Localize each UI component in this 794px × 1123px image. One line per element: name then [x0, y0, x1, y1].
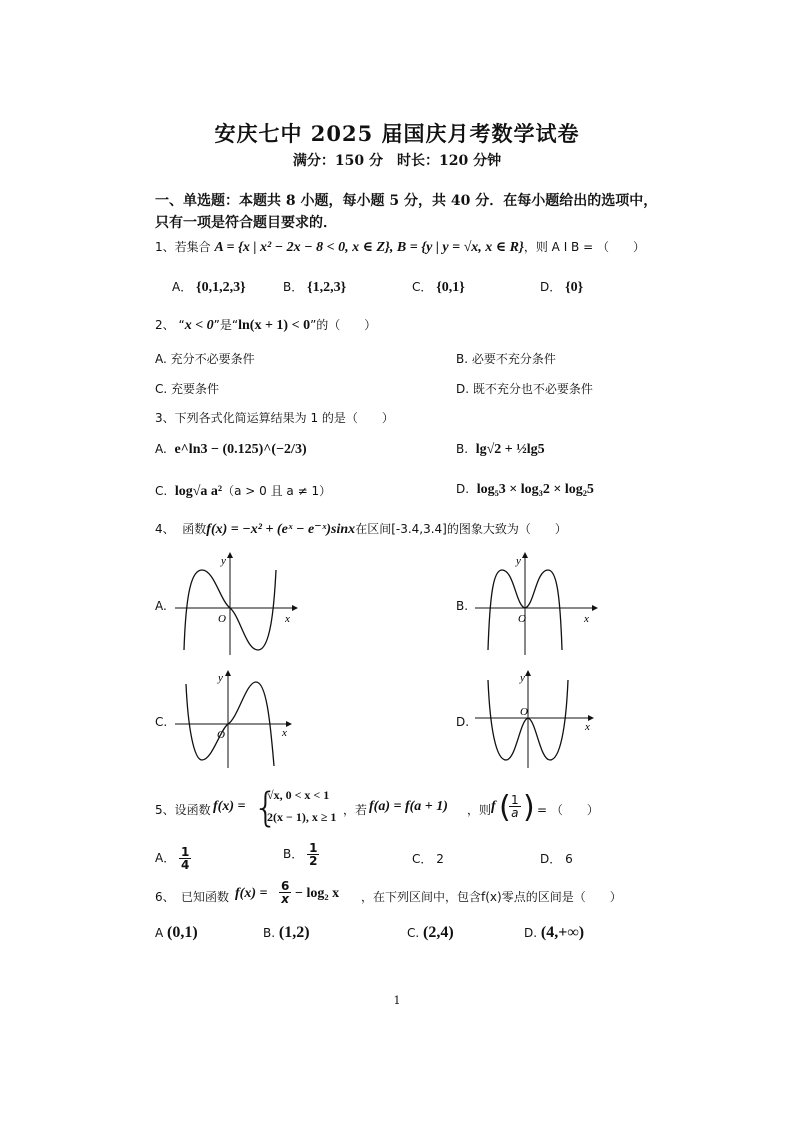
option-value: lg√2 + ½lg5 — [475, 442, 545, 457]
option-b[interactable] — [456, 350, 556, 367]
option-value: {1,2,3} — [307, 280, 347, 295]
x-axis-label: x — [282, 727, 287, 739]
question-tail: = （ ） — [537, 803, 599, 817]
condition: f(a) = f(a + 1) — [369, 799, 448, 814]
graph-d-label[interactable]: D. — [456, 715, 470, 729]
origin-label: O — [518, 613, 526, 625]
option-label: A. — [155, 442, 167, 456]
option-label: D． — [540, 280, 562, 294]
option-note: （a > 0 且 a ≠ 1） — [222, 484, 332, 498]
option-b[interactable] — [456, 442, 545, 458]
option-label: D． — [540, 852, 562, 866]
option-value: (4,+∞) — [540, 924, 585, 941]
option-a[interactable] — [172, 278, 246, 296]
set-expression: A = {x | x² − 2x − 8 < 0, x ∈ Z}, B = {y | y = √x, x ∈ R} — [214, 240, 524, 255]
question-2 — [155, 316, 376, 334]
graph-c — [170, 668, 300, 773]
option-c[interactable] — [407, 924, 454, 942]
section-heading-line2: 只有一项是符合题目要求的． — [155, 215, 337, 231]
option-label: D. — [524, 926, 538, 940]
option-value: e^ln3 − (0.125)^(−2/3) — [174, 442, 307, 457]
option-d[interactable] — [524, 924, 584, 942]
option-label: A — [155, 926, 164, 940]
option-label: C. — [407, 926, 420, 940]
origin-label: O — [217, 729, 225, 741]
option-a[interactable] — [155, 846, 191, 871]
question-text: 已知函数 — [181, 890, 230, 904]
option-c[interactable] — [412, 850, 444, 867]
option-label: C． — [412, 280, 433, 294]
fraction — [279, 880, 291, 905]
option-c[interactable] — [155, 482, 331, 500]
option-value: 2 — [436, 852, 444, 866]
y-axis-label: y — [516, 555, 521, 567]
question-text: 函数 — [182, 522, 207, 536]
option-label: B. — [456, 442, 469, 456]
page-number: 1 — [393, 994, 401, 1007]
option-fraction — [307, 842, 319, 867]
graph-a — [170, 550, 300, 660]
question-tail: ，则 A I B = （ ） — [523, 240, 645, 254]
option-label: C． — [412, 852, 433, 866]
graph-b — [470, 550, 600, 660]
graph-c-label[interactable]: C. — [155, 715, 168, 729]
option-label: B． — [283, 280, 304, 294]
page-title: 安庆七中 2025 届国庆月考数学试卷 — [214, 121, 580, 146]
function-expression: f(x) = −x² + (eˣ − e⁻ˣ)sinx — [206, 522, 356, 537]
option-label: C. — [155, 484, 168, 498]
option-d[interactable] — [540, 278, 583, 296]
option-value: {0} — [565, 280, 584, 295]
question-4 — [155, 520, 567, 538]
option-c[interactable] — [412, 278, 465, 296]
function-name-ask: f — [491, 799, 496, 814]
question-1 — [155, 238, 645, 256]
denominator: a — [511, 806, 519, 820]
option-b[interactable] — [283, 278, 346, 296]
paren-close-icon: ) — [523, 790, 535, 825]
function-log-term: − log₂ x — [295, 886, 340, 901]
denominator: 4 — [181, 858, 190, 872]
section-heading: 一、单选题：本题共 8 小题，每小题 5 分，共 40 分．在每小题给出的选项中， — [155, 193, 658, 209]
piecewise-case-2: 2(x − 1), x ≥ 1 — [267, 810, 337, 824]
question-number: 6、 — [155, 890, 175, 904]
question-mid: ，若 — [343, 803, 368, 817]
x-axis-label: x — [584, 613, 589, 625]
question-mid-2: ，则 — [467, 803, 492, 817]
option-value: 充要条件 — [171, 382, 220, 396]
option-b[interactable] — [283, 842, 319, 867]
y-axis-label: y — [218, 672, 223, 684]
graph-d — [470, 668, 600, 773]
option-label: B. — [263, 926, 276, 940]
option-label: C. — [155, 382, 168, 396]
denominator: 2 — [309, 854, 318, 868]
option-d[interactable] — [456, 482, 594, 498]
option-value: log₅3 × log₃2 × log₂5 — [476, 482, 594, 497]
question-tail: ”的（ ） — [310, 318, 377, 332]
numerator: 1 — [511, 793, 519, 807]
question-mid: ”是“ — [213, 318, 239, 332]
denominator: x — [281, 892, 290, 906]
question-tail: 在区间[-3.4,3.4]的图象大致为（ ） — [355, 522, 567, 536]
option-d[interactable] — [456, 380, 593, 397]
origin-label: O — [520, 706, 528, 718]
numerator: 1 — [181, 845, 190, 859]
question-number: 5、设函数 — [155, 803, 211, 817]
x-axis-label: x — [585, 721, 590, 733]
question-number: 4、 — [155, 522, 175, 536]
numerator: 6 — [281, 879, 290, 893]
option-label: A． — [155, 851, 176, 865]
condition-2: ln(x + 1) < 0 — [238, 318, 311, 333]
option-c[interactable] — [155, 380, 219, 397]
question-3: 3、下列各式化简运算结果为 1 的是（ ） — [155, 411, 394, 425]
graph-a-label[interactable]: A. — [155, 599, 167, 613]
option-label: D. — [456, 482, 470, 496]
option-value: 充分不必要条件 — [170, 352, 255, 366]
option-value: (1,2) — [278, 924, 310, 941]
origin-label: O — [218, 613, 226, 625]
question-tail: ，在下列区间中，包含f(x)零点的区间是（ ） — [361, 890, 622, 904]
numerator: 1 — [309, 841, 318, 855]
option-value: (0,1) — [167, 924, 198, 941]
option-label: D. — [456, 382, 470, 396]
paren-open-icon: ( — [499, 790, 511, 825]
option-value: 必要不充分条件 — [471, 352, 556, 366]
x-axis-label: x — [285, 613, 290, 625]
page-subtitle: 满分：150 分 时长：120 分钟 — [292, 153, 502, 169]
question-text: 若集合 — [174, 240, 211, 254]
function-name: f(x) = — [235, 886, 268, 901]
question-number: 1、 — [155, 240, 175, 254]
quote-open: “ — [178, 318, 185, 332]
brace-icon: { — [253, 785, 279, 831]
option-d[interactable] — [540, 850, 573, 867]
option-label: B. — [456, 352, 469, 366]
option-label: B． — [283, 847, 304, 861]
graph-b-label[interactable]: B. — [456, 599, 469, 613]
fraction — [509, 794, 521, 819]
option-a[interactable] — [155, 924, 198, 942]
option-value: 既不充分也不必要条件 — [472, 382, 593, 396]
option-value: 6 — [565, 852, 573, 866]
option-value: log√a a² — [174, 484, 223, 499]
option-label: A. — [155, 352, 167, 366]
question-number: 2、 — [155, 318, 175, 332]
option-value: {0,1} — [436, 280, 465, 295]
option-a[interactable] — [155, 350, 255, 367]
option-a[interactable] — [155, 442, 307, 458]
function-name: f(x) = — [213, 799, 246, 814]
option-value: (2,4) — [423, 924, 454, 941]
option-label: A． — [172, 280, 193, 294]
option-b[interactable] — [263, 924, 310, 942]
y-axis-label: y — [221, 555, 226, 567]
piecewise-case-1: √x, 0 < x < 1 — [267, 788, 330, 802]
condition-1: x < 0 — [184, 318, 214, 333]
option-fraction — [179, 846, 191, 871]
y-axis-label: y — [520, 672, 525, 684]
option-value: {0,1,2,3} — [196, 280, 246, 295]
